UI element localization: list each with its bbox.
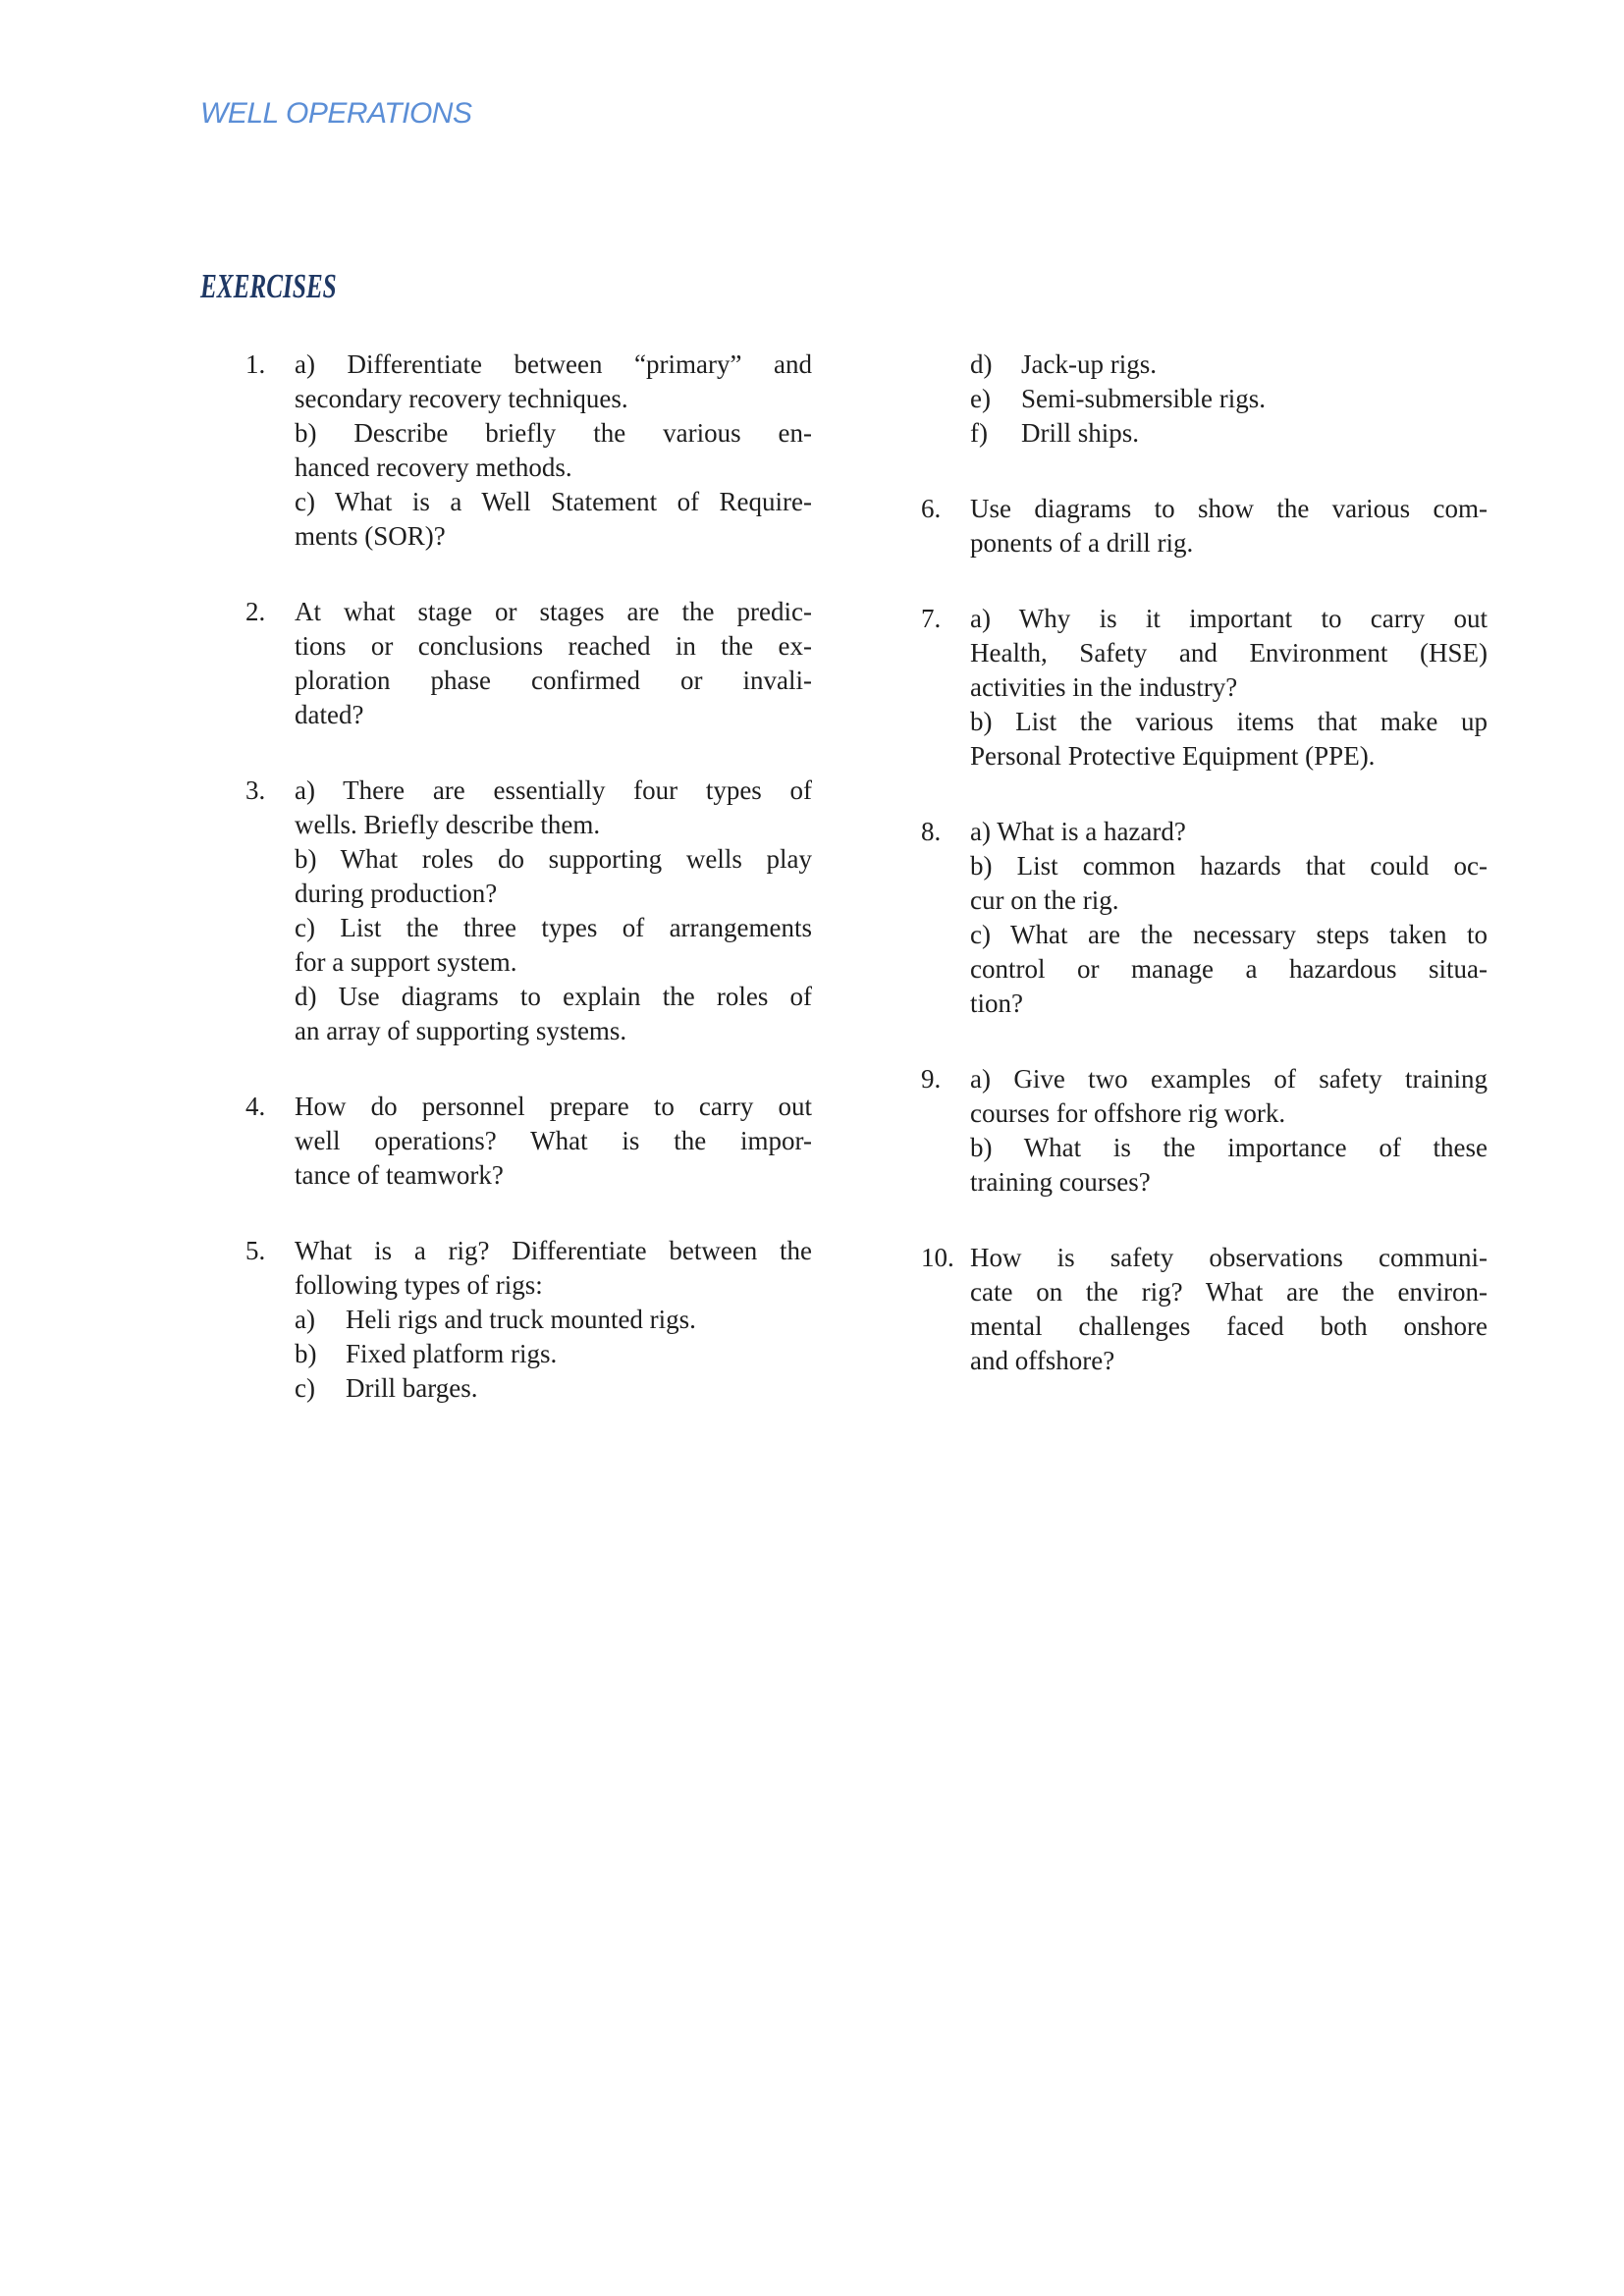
sub-item-label: e) xyxy=(970,384,991,413)
exercise-item xyxy=(921,602,1488,774)
exercise-item xyxy=(921,492,1488,561)
text-line: c) What are the necessary steps taken to xyxy=(970,920,1488,949)
exercise-item xyxy=(245,774,812,1048)
text-line: dated? xyxy=(295,700,364,729)
text-line: a) Differentiate between “primary” and xyxy=(295,349,812,379)
item-text xyxy=(295,347,812,554)
text-line: courses for offshore rig work. xyxy=(970,1098,1286,1128)
sub-item-label: f) xyxy=(970,418,988,448)
text-line: following types of rigs: xyxy=(295,1270,543,1300)
text-line: hanced recovery methods. xyxy=(295,453,572,482)
text-line: b) Describe briefly the various en- xyxy=(295,418,812,448)
text-line: cur on the rig. xyxy=(970,885,1119,915)
exercise-item xyxy=(245,347,812,554)
exercise-item xyxy=(245,1090,812,1193)
sub-item-label: b) xyxy=(295,1339,317,1368)
item-text xyxy=(970,1062,1488,1200)
item-text xyxy=(970,492,1488,561)
text-line: Use diagrams to show the various com- xyxy=(970,494,1488,523)
exercise-item xyxy=(921,1241,1488,1378)
item-text xyxy=(970,815,1488,1021)
item-text xyxy=(970,1241,1488,1378)
item-number: 1. xyxy=(245,349,266,379)
item-number: 10. xyxy=(921,1243,954,1272)
exercises-left-column xyxy=(245,347,812,1447)
item-text xyxy=(295,774,812,1048)
text-line: ploration phase confirmed or invali- xyxy=(295,666,812,695)
text-line: activities in the industry? xyxy=(970,672,1238,702)
text-line: c) What is a Well Statement of Require- xyxy=(295,487,812,516)
text-line: Health, Safety and Environment (HSE) xyxy=(970,638,1488,667)
text-line: training courses? xyxy=(970,1167,1151,1197)
item-text xyxy=(295,595,812,732)
text-line: and offshore? xyxy=(970,1346,1115,1375)
text-line: c) List the three types of arrangements xyxy=(295,913,812,942)
item-number: 4. xyxy=(245,1092,266,1121)
text-line: a) Why is it important to carry out xyxy=(970,604,1488,633)
text-line: Personal Protective Equipment (PPE). xyxy=(970,741,1376,771)
text-line: control or manage a hazardous situa- xyxy=(970,954,1488,984)
text-line: At what stage or stages are the predic- xyxy=(295,597,812,626)
text-line: secondary recovery techniques. xyxy=(295,384,628,413)
sub-item-label: a) xyxy=(295,1305,315,1334)
text-line: b) List common hazards that could oc- xyxy=(970,851,1488,881)
item-number: 8. xyxy=(921,817,942,846)
text-line: How is safety observations communi- xyxy=(970,1243,1488,1272)
text-line: What is a rig? Differentiate between the xyxy=(295,1236,812,1265)
text-line: well operations? What is the impor- xyxy=(295,1126,812,1155)
exercise-item xyxy=(921,815,1488,1021)
sub-item-label: c) xyxy=(295,1373,315,1403)
item-text xyxy=(970,347,1488,451)
section-title: EXERCISES xyxy=(200,267,337,305)
text-line: tion? xyxy=(970,988,1023,1018)
item-number xyxy=(921,347,970,451)
text-line: b) What roles do supporting wells play xyxy=(295,844,812,874)
text-line: tions or conclusions reached in the ex- xyxy=(295,631,812,661)
text-line: cate on the rig? What are the environ- xyxy=(970,1277,1488,1307)
text-line: d) Jack-up rigs. xyxy=(970,347,1488,382)
item-text xyxy=(295,1234,812,1406)
item-number: 2. xyxy=(245,597,266,626)
running-header: WELL OPERATIONS xyxy=(200,97,472,130)
text-line: a) Give two examples of safety training xyxy=(970,1064,1488,1094)
text-line: ments (SOR)? xyxy=(295,521,446,551)
sub-item-label: d) xyxy=(970,349,993,379)
text-line: How do personnel prepare to carry out xyxy=(295,1092,812,1121)
exercise-item xyxy=(245,1234,812,1406)
text-line: a) Heli rigs and truck mounted rigs. xyxy=(295,1303,812,1337)
item-number: 6. xyxy=(921,494,942,523)
item-text xyxy=(295,1090,812,1193)
text-line: b) Fixed platform rigs. xyxy=(295,1337,812,1371)
item-text xyxy=(970,602,1488,774)
text-line: b) List the various items that make up xyxy=(970,707,1488,736)
text-line: ponents of a drill rig. xyxy=(970,528,1194,558)
exercise-item xyxy=(921,347,1488,451)
item-number: 9. xyxy=(921,1064,942,1094)
text-line: a) There are essentially four types of xyxy=(295,775,812,805)
item-number: 5. xyxy=(245,1236,266,1265)
exercise-item xyxy=(921,1062,1488,1200)
exercises-right-column xyxy=(921,347,1488,1419)
text-line: wells. Briefly describe them. xyxy=(295,810,601,839)
text-line: mental challenges faced both onshore xyxy=(970,1311,1488,1341)
text-line: during production? xyxy=(295,879,498,908)
text-line: for a support system. xyxy=(295,947,517,977)
text-line: b) What is the importance of these xyxy=(970,1133,1488,1162)
text-line: a) What is a hazard? xyxy=(970,817,1186,846)
text-line: f) Drill ships. xyxy=(970,416,1488,451)
text-line: tance of teamwork? xyxy=(295,1160,504,1190)
text-line: d) Use diagrams to explain the roles of xyxy=(295,982,812,1011)
text-line: c) Drill barges. xyxy=(295,1371,812,1406)
item-number: 3. xyxy=(245,775,266,805)
text-line: an array of supporting systems. xyxy=(295,1016,627,1045)
item-number: 7. xyxy=(921,604,942,633)
text-line: e) Semi-submersible rigs. xyxy=(970,382,1488,416)
exercise-item xyxy=(245,595,812,732)
